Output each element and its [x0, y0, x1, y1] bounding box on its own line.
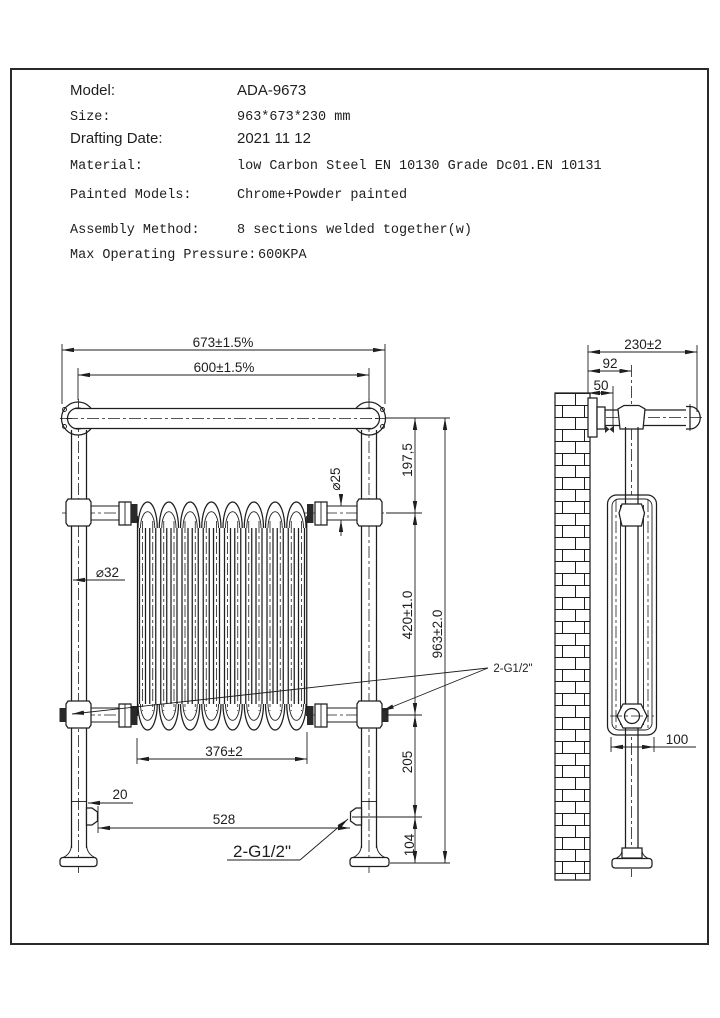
dim-rail-center: 92 [602, 356, 618, 371]
side-core-outline [608, 495, 657, 735]
side-radiator [608, 495, 657, 735]
dim-foot-height: 104 [402, 833, 417, 857]
wall-flange [588, 398, 597, 437]
spec-label-drafting-date: Drafting Date: [70, 130, 163, 147]
dim-core-height: 420±1.0 [400, 590, 415, 640]
foot-collar [622, 848, 642, 858]
right-top-tee [357, 499, 382, 526]
dim-valve-offset: 20 [112, 787, 128, 802]
right-bottom-tee [357, 701, 382, 728]
right-foot [350, 858, 389, 867]
dim-lower-drop: 205 [400, 750, 415, 774]
connection-size-label: 2-G1/2" [232, 842, 292, 861]
spec-value-drafting-date: 2021 11 12 [237, 130, 311, 147]
dim-valve-centers: 528 [212, 812, 236, 827]
left-connection-plug [60, 708, 67, 722]
spec-label-assembly-method: Assembly Method: [70, 223, 200, 238]
spec-label-model: Model: [70, 82, 116, 99]
dim-overall-width: 673±1.5% [192, 335, 254, 350]
threaded-nipple [307, 706, 314, 725]
side-tee [618, 406, 645, 430]
dim-tube-dia: ⌀25 [328, 467, 343, 491]
spec-label-max-pressure: Max Operating Pressure: [70, 248, 257, 263]
spec-label-painted-models: Painted Models: [70, 188, 192, 203]
spec-value-painted-models: Chrome+Powder painted [237, 188, 408, 203]
dim-core-depth: 100 [665, 732, 689, 747]
spec-label-size: Size: [70, 110, 111, 125]
left-bottom-tee [66, 701, 91, 728]
side-coupler [619, 504, 645, 526]
threaded-nipple [307, 504, 314, 523]
flange-stub [597, 407, 605, 429]
dim-rail-centers: 600±1.5% [193, 360, 255, 375]
spec-label-material: Material: [70, 159, 143, 174]
threaded-nipple [131, 706, 138, 725]
right-valve-tail [351, 808, 362, 825]
dim-overall-depth: 230±2 [624, 337, 662, 352]
dim-overall-height: 963±2.0 [430, 609, 445, 659]
left-foot [60, 858, 97, 867]
left-valve-tail [87, 808, 98, 825]
left-top-tee [66, 499, 91, 526]
spec-value-model: ADA-9673 [237, 82, 307, 99]
spec-value-max-pressure: 600KPA [258, 248, 307, 263]
threaded-nipple [131, 504, 138, 523]
dim-top-drop: 197,5 [400, 443, 415, 477]
spec-value-size: 963*673*230 mm [237, 110, 351, 125]
connection-callout-label: 2-G1/2" [493, 663, 533, 675]
brick-wall [555, 393, 590, 880]
dim-core-width: 376±2 [205, 744, 243, 759]
dim-wall-gap: 50 [593, 378, 609, 393]
spec-value-material: low Carbon Steel EN 10130 Grade Dc01.EN 10131 [237, 159, 602, 174]
spec-value-assembly-method: 8 sections welded together(w) [237, 223, 472, 238]
dim-pipe-dia: ⌀32 [95, 565, 120, 580]
